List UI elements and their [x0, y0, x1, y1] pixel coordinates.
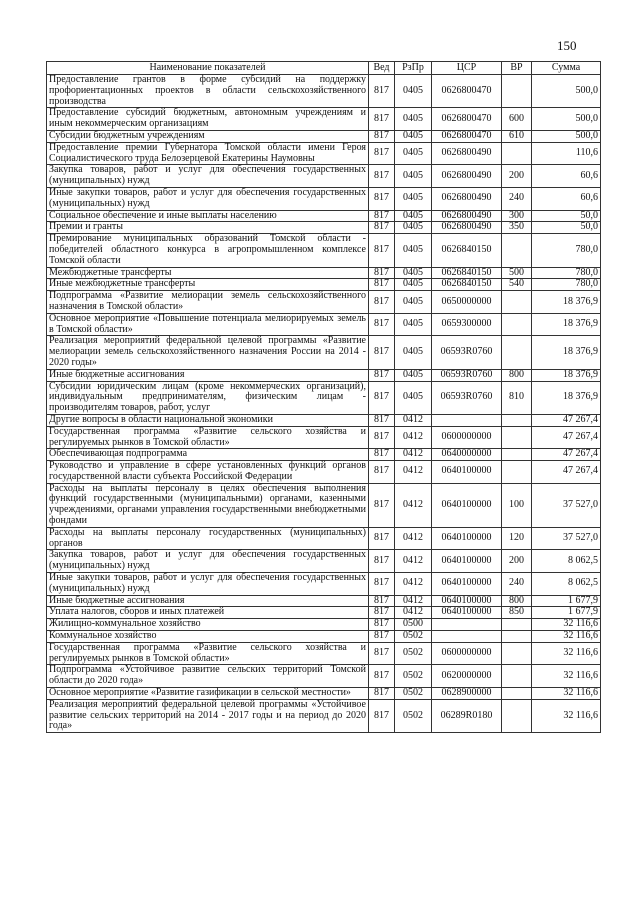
cell-rzpr: 0405 [395, 142, 432, 165]
cell-vr [502, 234, 532, 267]
cell-csr: 0628900000 [432, 688, 502, 700]
cell-vr: 100 [502, 483, 532, 527]
cell-name: Обеспечивающая подпрограмма [47, 449, 369, 461]
cell-vr: 800 [502, 369, 532, 381]
table-row [47, 210, 601, 222]
cell-sum: 500,0 [532, 108, 601, 131]
cell-csr [432, 414, 502, 426]
table-row [47, 527, 601, 550]
cell-ved: 817 [369, 573, 395, 596]
cell-name: Другие вопросы в области национальной экономики [47, 414, 369, 426]
table-row [47, 291, 601, 314]
cell-rzpr: 0502 [395, 631, 432, 643]
cell-vr [502, 665, 532, 688]
cell-name: Премирование муниципальных образований Томской области - победителей областного конкурса в агропромышленном комплексе Томской области [47, 234, 369, 267]
table-row [47, 142, 601, 165]
cell-csr: 0640100000 [432, 461, 502, 484]
cell-name: Расходы на выплаты персоналу государственных (муниципальных) органов [47, 527, 369, 550]
cell-rzpr: 0405 [395, 187, 432, 210]
cell-name: Предоставление премии Губернатора Томской области имени Героя Социалистического труда Белозерцевой Екатерины Наумовны [47, 142, 369, 165]
cell-rzpr: 0405 [395, 267, 432, 279]
cell-rzpr: 0412 [395, 607, 432, 619]
cell-sum: 60,6 [532, 165, 601, 188]
cell-csr: 0626800470 [432, 75, 502, 108]
cell-vr [502, 449, 532, 461]
cell-sum: 47 267,4 [532, 449, 601, 461]
cell-ved: 817 [369, 313, 395, 336]
cell-rzpr: 0412 [395, 527, 432, 550]
cell-vr [502, 619, 532, 631]
cell-name: Реализация мероприятий федеральной целевой программы «Устойчивое развитие сельских территорий на 2014 - 2017 годы и на период до 2020 года» [47, 699, 369, 732]
table-row [47, 595, 601, 607]
table-row [47, 699, 601, 732]
cell-rzpr: 0412 [395, 595, 432, 607]
cell-vr [502, 313, 532, 336]
cell-csr: 06593R0760 [432, 381, 502, 414]
table-row [47, 369, 601, 381]
cell-name: Подпрограмма «Устойчивое развитие сельских территорий Томской области до 2020 года» [47, 665, 369, 688]
cell-sum: 32 116,6 [532, 631, 601, 643]
cell-csr: 0626800490 [432, 222, 502, 234]
cell-rzpr: 0405 [395, 313, 432, 336]
cell-csr: 06593R0760 [432, 369, 502, 381]
cell-rzpr: 0412 [395, 573, 432, 596]
table-row [47, 279, 601, 291]
cell-ved: 817 [369, 619, 395, 631]
cell-vr [502, 461, 532, 484]
cell-ved: 817 [369, 108, 395, 131]
cell-sum: 1 677,9 [532, 607, 601, 619]
cell-rzpr: 0405 [395, 210, 432, 222]
cell-sum: 18 376,9 [532, 381, 601, 414]
cell-csr: 0640100000 [432, 550, 502, 573]
cell-vr [502, 75, 532, 108]
cell-sum: 500,0 [532, 75, 601, 108]
cell-ved: 817 [369, 187, 395, 210]
cell-name: Государственная программа «Развитие сельского хозяйства и регулируемых рынков в Томской области» [47, 642, 369, 665]
cell-vr: 810 [502, 381, 532, 414]
cell-rzpr: 0412 [395, 449, 432, 461]
cell-sum: 8 062,5 [532, 573, 601, 596]
cell-csr: 0650000000 [432, 291, 502, 314]
cell-name: Закупка товаров, работ и услуг для обеспечения государственных (муниципальных) нужд [47, 550, 369, 573]
cell-ved: 817 [369, 426, 395, 449]
cell-ved: 817 [369, 595, 395, 607]
cell-ved: 817 [369, 165, 395, 188]
cell-name: Иные межбюджетные трансферты [47, 279, 369, 291]
cell-vr: 300 [502, 210, 532, 222]
cell-rzpr: 0405 [395, 336, 432, 369]
cell-rzpr: 0405 [395, 108, 432, 131]
cell-ved: 817 [369, 483, 395, 527]
cell-vr [502, 142, 532, 165]
cell-csr: 0626840150 [432, 267, 502, 279]
cell-name: Основное мероприятие «Развитие газификации в сельской местности» [47, 688, 369, 700]
cell-name: Социальное обеспечение и иные выплаты населению [47, 210, 369, 222]
cell-vr: 850 [502, 607, 532, 619]
cell-name: Расходы на выплаты персоналу в целях обеспечения выполнения функций государственными (муниципальными) органами, казенными учреждениями, органами управления государственными внебюджетными фондами [47, 483, 369, 527]
cell-sum: 18 376,9 [532, 313, 601, 336]
cell-vr: 200 [502, 550, 532, 573]
cell-ved: 817 [369, 75, 395, 108]
cell-vr [502, 426, 532, 449]
table-row [47, 607, 601, 619]
budget-table [46, 61, 601, 733]
table-row [47, 130, 601, 142]
cell-csr: 0626800490 [432, 165, 502, 188]
cell-vr [502, 291, 532, 314]
cell-name: Подпрограмма «Развитие мелиорации земель сельскохозяйственного назначения в Томской области» [47, 291, 369, 314]
table-row [47, 461, 601, 484]
page-number: 150 [557, 38, 577, 53]
cell-sum: 50,0 [532, 210, 601, 222]
cell-csr: 0626800490 [432, 142, 502, 165]
cell-ved: 817 [369, 222, 395, 234]
cell-csr: 0600000000 [432, 426, 502, 449]
cell-sum: 32 116,6 [532, 699, 601, 732]
cell-sum: 110,6 [532, 142, 601, 165]
cell-rzpr: 0405 [395, 130, 432, 142]
cell-ved: 817 [369, 631, 395, 643]
table-row [47, 688, 601, 700]
cell-name: Уплата налогов, сборов и иных платежей [47, 607, 369, 619]
cell-csr [432, 631, 502, 643]
cell-rzpr: 0502 [395, 665, 432, 688]
cell-csr: 0626840150 [432, 279, 502, 291]
table-row [47, 313, 601, 336]
cell-sum: 60,6 [532, 187, 601, 210]
table-row [47, 75, 601, 108]
table-row [47, 573, 601, 596]
cell-vr [502, 414, 532, 426]
cell-name: Субсидии бюджетным учреждениям [47, 130, 369, 142]
cell-name: Закупка товаров, работ и услуг для обеспечения государственных (муниципальных) нужд [47, 165, 369, 188]
cell-name: Коммунальное хозяйство [47, 631, 369, 643]
cell-ved: 817 [369, 665, 395, 688]
table-row [47, 414, 601, 426]
cell-ved: 817 [369, 550, 395, 573]
cell-rzpr: 0502 [395, 688, 432, 700]
cell-ved: 817 [369, 369, 395, 381]
header-sum: Сумма [532, 62, 601, 75]
cell-ved: 817 [369, 234, 395, 267]
cell-name: Реализация мероприятий федеральной целевой программы «Развитие мелиорации земель сельскохозяйственного назначения России на 2014 - 2020 годы» [47, 336, 369, 369]
cell-name: Межбюджетные трансферты [47, 267, 369, 279]
cell-rzpr: 0405 [395, 369, 432, 381]
table-row [47, 165, 601, 188]
cell-csr: 06289R0180 [432, 699, 502, 732]
cell-rzpr: 0500 [395, 619, 432, 631]
cell-ved: 817 [369, 267, 395, 279]
cell-vr [502, 336, 532, 369]
table-row [47, 108, 601, 131]
cell-sum: 18 376,9 [532, 336, 601, 369]
cell-name: Государственная программа «Развитие сельского хозяйства и регулируемых рынков в Томской области» [47, 426, 369, 449]
cell-name: Жилищно-коммунальное хозяйство [47, 619, 369, 631]
table-row [47, 381, 601, 414]
cell-name: Руководство и управление в сфере установленных функций органов государственной власти субъекта Российской Федерации [47, 461, 369, 484]
cell-sum: 8 062,5 [532, 550, 601, 573]
cell-rzpr: 0405 [395, 381, 432, 414]
cell-vr: 800 [502, 595, 532, 607]
cell-sum: 47 267,4 [532, 461, 601, 484]
cell-rzpr: 0412 [395, 483, 432, 527]
cell-vr [502, 642, 532, 665]
table-row [47, 642, 601, 665]
cell-vr: 240 [502, 573, 532, 596]
cell-rzpr: 0412 [395, 461, 432, 484]
cell-name: Премии и гранты [47, 222, 369, 234]
cell-name: Иные бюджетные ассигнования [47, 369, 369, 381]
cell-vr: 350 [502, 222, 532, 234]
cell-name: Субсидии юридическим лицам (кроме некоммерческих организаций), индивидуальным предпринимателям, физическим лицам - производителям товаров, работ, услуг [47, 381, 369, 414]
cell-ved: 817 [369, 449, 395, 461]
cell-name: Предоставление субсидий бюджетным, автономным учреждениям и иным некоммерческим организациям [47, 108, 369, 131]
cell-csr: 06593R0760 [432, 336, 502, 369]
cell-rzpr: 0405 [395, 279, 432, 291]
table-row [47, 483, 601, 527]
cell-ved: 817 [369, 336, 395, 369]
cell-csr: 0640100000 [432, 483, 502, 527]
cell-sum: 1 677,9 [532, 595, 601, 607]
table-row [47, 631, 601, 643]
header-name: Наименование показателей [47, 62, 369, 75]
cell-sum: 37 527,0 [532, 527, 601, 550]
header-ved: Вед [369, 62, 395, 75]
cell-name: Предоставление грантов в форме субсидий на поддержку профориентационных проектов в области сельскохозяйственного производства [47, 75, 369, 108]
cell-csr: 0626840150 [432, 234, 502, 267]
cell-csr: 0626800490 [432, 210, 502, 222]
cell-csr: 0626800470 [432, 130, 502, 142]
cell-vr: 200 [502, 165, 532, 188]
cell-rzpr: 0502 [395, 642, 432, 665]
cell-sum: 18 376,9 [532, 369, 601, 381]
cell-vr: 610 [502, 130, 532, 142]
cell-sum: 500,0 [532, 130, 601, 142]
cell-ved: 817 [369, 688, 395, 700]
cell-vr: 240 [502, 187, 532, 210]
cell-csr [432, 619, 502, 631]
cell-ved: 817 [369, 279, 395, 291]
cell-vr [502, 688, 532, 700]
cell-rzpr: 0502 [395, 699, 432, 732]
cell-sum: 50,0 [532, 222, 601, 234]
cell-rzpr: 0405 [395, 291, 432, 314]
cell-rzpr: 0405 [395, 234, 432, 267]
cell-csr: 0600000000 [432, 642, 502, 665]
cell-sum: 780,0 [532, 234, 601, 267]
cell-sum: 32 116,6 [532, 688, 601, 700]
cell-ved: 817 [369, 291, 395, 314]
cell-name: Иные бюджетные ассигнования [47, 595, 369, 607]
table-row [47, 222, 601, 234]
cell-rzpr: 0405 [395, 165, 432, 188]
cell-sum: 37 527,0 [532, 483, 601, 527]
cell-csr: 0626800490 [432, 187, 502, 210]
cell-csr: 0640100000 [432, 573, 502, 596]
table-row [47, 187, 601, 210]
cell-ved: 817 [369, 527, 395, 550]
cell-sum: 32 116,6 [532, 619, 601, 631]
cell-ved: 817 [369, 699, 395, 732]
table-row [47, 336, 601, 369]
cell-name: Иные закупки товаров, работ и услуг для обеспечения государственных (муниципальных) нужд [47, 573, 369, 596]
table-row [47, 449, 601, 461]
cell-csr: 0620000000 [432, 665, 502, 688]
cell-vr [502, 631, 532, 643]
table-header-row [47, 62, 601, 75]
cell-vr: 600 [502, 108, 532, 131]
cell-ved: 817 [369, 414, 395, 426]
cell-vr: 540 [502, 279, 532, 291]
table-row [47, 234, 601, 267]
cell-csr: 0640100000 [432, 607, 502, 619]
table-row [47, 550, 601, 573]
cell-sum: 32 116,6 [532, 665, 601, 688]
cell-csr: 0640100000 [432, 595, 502, 607]
cell-ved: 817 [369, 381, 395, 414]
cell-rzpr: 0412 [395, 550, 432, 573]
cell-vr: 120 [502, 527, 532, 550]
cell-sum: 780,0 [532, 279, 601, 291]
table-row [47, 619, 601, 631]
cell-sum: 18 376,9 [532, 291, 601, 314]
cell-rzpr: 0412 [395, 414, 432, 426]
cell-ved: 817 [369, 461, 395, 484]
cell-ved: 817 [369, 210, 395, 222]
table-row [47, 426, 601, 449]
cell-vr [502, 699, 532, 732]
cell-ved: 817 [369, 607, 395, 619]
cell-name: Основное мероприятие «Повышение потенциала мелиорируемых земель в Томской области» [47, 313, 369, 336]
header-csr: ЦСР [432, 62, 502, 75]
cell-rzpr: 0405 [395, 222, 432, 234]
cell-csr: 0659300000 [432, 313, 502, 336]
cell-sum: 47 267,4 [532, 426, 601, 449]
header-vr: ВР [502, 62, 532, 75]
cell-ved: 817 [369, 142, 395, 165]
cell-csr: 0626800470 [432, 108, 502, 131]
cell-csr: 0640000000 [432, 449, 502, 461]
cell-csr: 0640100000 [432, 527, 502, 550]
cell-ved: 817 [369, 130, 395, 142]
cell-rzpr: 0412 [395, 426, 432, 449]
table-row [47, 665, 601, 688]
cell-rzpr: 0405 [395, 75, 432, 108]
table-row [47, 267, 601, 279]
cell-ved: 817 [369, 642, 395, 665]
cell-sum: 32 116,6 [532, 642, 601, 665]
cell-name: Иные закупки товаров, работ и услуг для обеспечения государственных (муниципальных) нужд [47, 187, 369, 210]
header-rzpr: РзПр [395, 62, 432, 75]
cell-sum: 780,0 [532, 267, 601, 279]
cell-vr: 500 [502, 267, 532, 279]
cell-sum: 47 267,4 [532, 414, 601, 426]
